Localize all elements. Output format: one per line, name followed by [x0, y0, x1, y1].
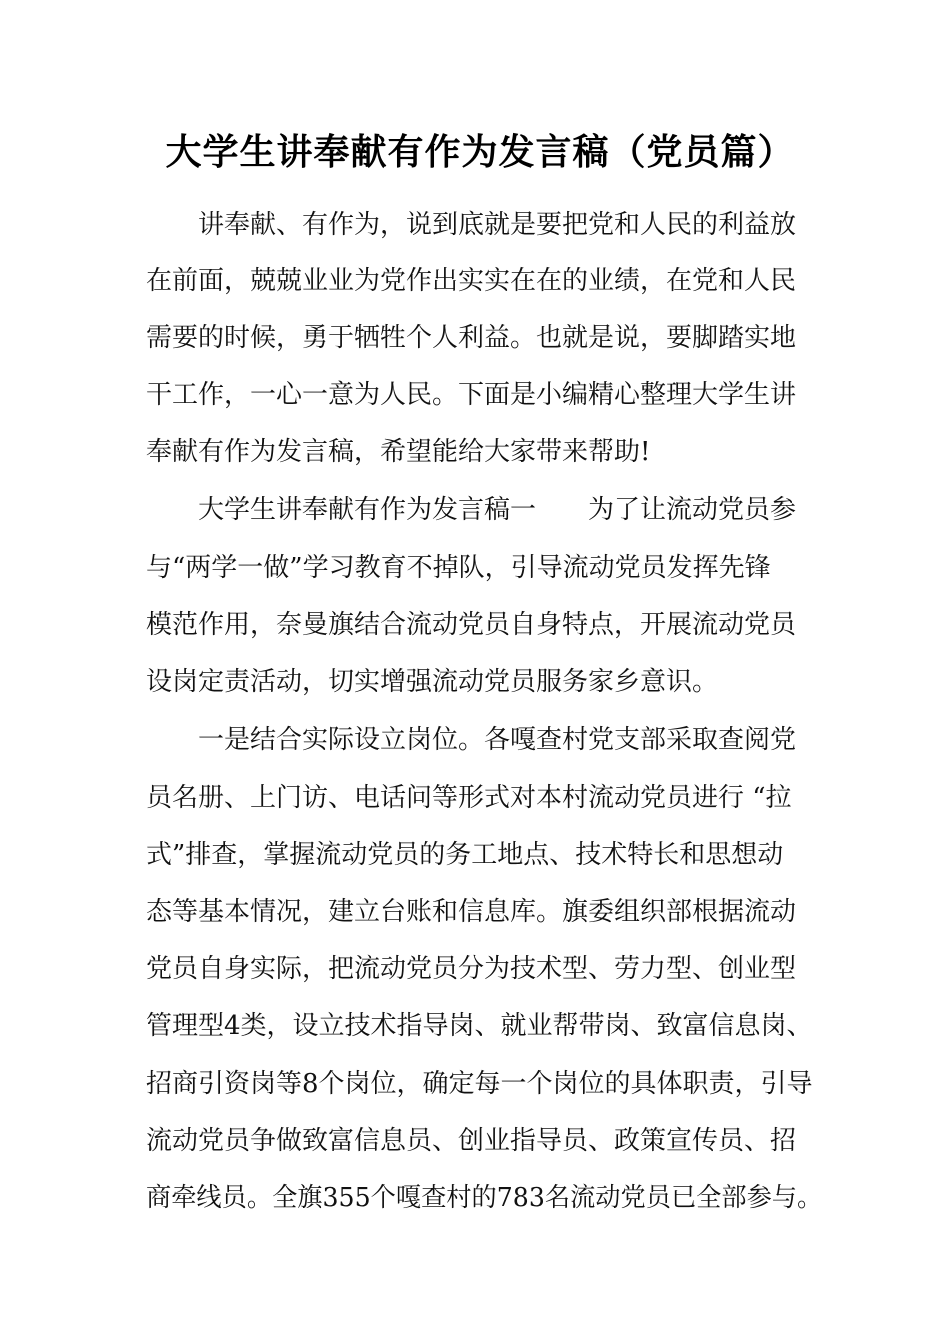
document-title: 大学生讲奉献有作为发言稿（党员篇）: [165, 132, 795, 173]
paragraph-1-line-2: 在前面，兢兢业业为党作出实实在在的业绩，在党和人民: [146, 266, 797, 296]
paragraph-3-line-4: 态等基本情况，建立台账和信息库。旗委组织部根据流动: [146, 897, 797, 927]
paragraph-1-line-1: 讲奉献、有作为，说到底就是要把党和人民的利益放: [198, 210, 797, 240]
paragraph-3-line-9: 商牵线员。全旗355个嘎查村的783名流动党员已全部参与。: [146, 1183, 823, 1213]
paragraph-2-line-1: 大学生讲奉献有作为发言稿一 为了让流动党员参: [198, 495, 797, 525]
paragraph-2-line-2: 与“两学一做”学习教育不掉队，引导流动党员发挥先锋: [146, 553, 771, 583]
paragraph-3-line-3: 式”排查，掌握流动党员的务工地点、技术特长和思想动: [146, 840, 784, 870]
paragraph-1-line-3: 需要的时候，勇于牺牲个人利益。也就是说，要脚踏实地: [146, 323, 797, 353]
paragraph-3-line-8: 流动党员争做致富信息员、创业指导员、政策宣传员、招: [146, 1126, 797, 1156]
paragraph-2-line-3: 模范作用，奈曼旗结合流动党员自身特点，开展流动党员: [146, 610, 797, 640]
paragraph-1-line-5: 奉献有作为发言稿，希望能给大家带来帮助!: [146, 437, 651, 467]
paragraph-1-line-4: 干工作，一心一意为人民。下面是小编精心整理大学生讲: [146, 380, 797, 410]
paragraph-3-line-7: 招商引资岗等8个岗位，确定每一个岗位的具体职责，引导: [146, 1069, 813, 1099]
paragraph-3-line-5: 党员自身实际，把流动党员分为技术型、劳力型、创业型: [146, 954, 797, 984]
paragraph-3-line-2: 员名册、上门访、电话问等形式对本村流动党员进行 “拉: [146, 783, 792, 813]
paragraph-2-line-4: 设岗定责活动，切实增强流动党员服务家乡意识。: [146, 667, 719, 697]
paragraph-3-line-6: 管理型4类，设立技术指导岗、就业帮带岗、致富信息岗、: [146, 1011, 813, 1041]
paragraph-3-line-1: 一是结合实际设立岗位。各嘎查村党支部采取查阅党: [198, 725, 797, 755]
